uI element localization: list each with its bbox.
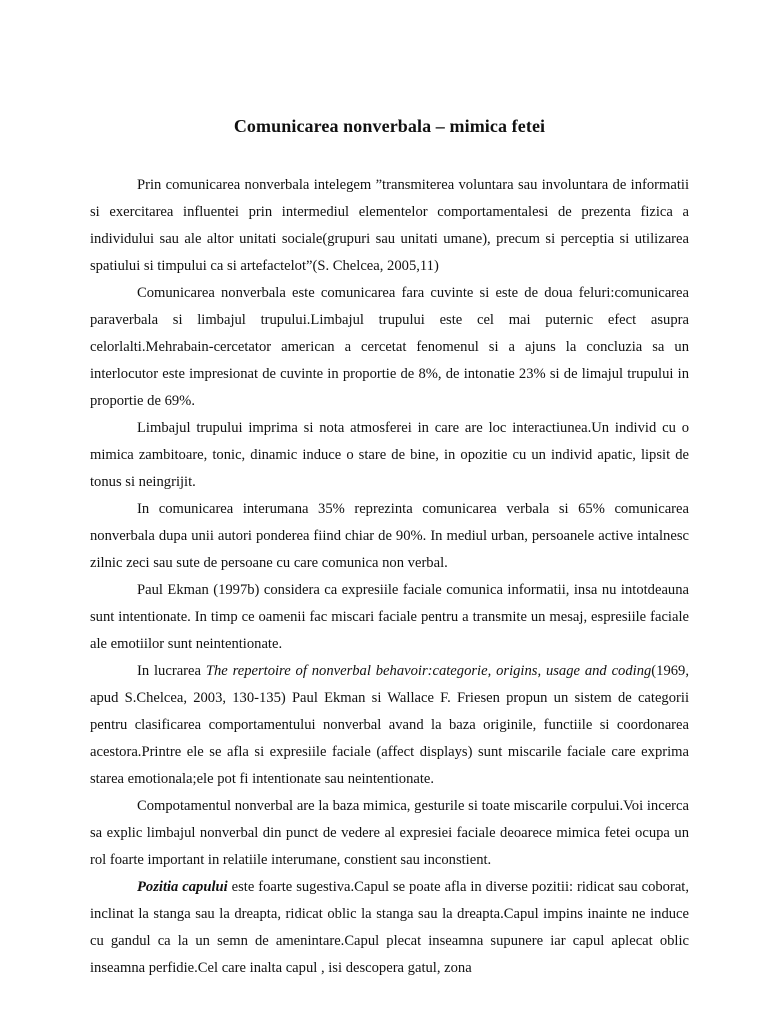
paragraph-7: Compotamentul nonverbal are la baza mimica, gesturile si toate miscarile corpului.Voi incerca sa explic limbajul nonverbal din punct de vedere al expresiei faciale deoarece mimica fetei ocupa un rol foarte important in relatiile interumane, constient sau inconstient. <box>90 798 689 868</box>
paragraph-2: Comunicarea nonverbala este comunicarea fara cuvinte si este de doua feluri:comunicarea paraverbala si limbajul trupului.Limbajul trupului este cel mai puternic efect asupra celorlalti.Mehrabain-cercetator american a cercetat fenomenul si a ajuns la concluzia sa un interlocutor este impresionat de cuvinte in proportie de 8%, de intonatie 23% si de limajul trupului in proportie de 69%. <box>90 285 689 409</box>
paragraph-6-lead: In lucrarea <box>137 663 206 679</box>
paragraph-5: Paul Ekman (1997b) considera ca expresiile faciale comunica informatii, insa nu intotdeauna sunt intentionate. In timp ce oamenii fac miscari faciale pentru a transmite un mesaj, espresiile faciale ale emotiilor sunt neintentionate. <box>90 582 689 652</box>
paragraph-6-body: (1969, apud S.Chelcea, 2003, 130-135) Paul Ekman si Wallace F. Friesen propun un sistem de categorii pentru clasificarea comportamentului nonverbal avand la baza originile, functiile si coordonarea acestora.Printre ele se afla si expresiile faciale (affect displays) sunt miscarile faciale care exprima starea emotionala;ele pot fi intentionate sau neintentionate. <box>90 663 689 787</box>
section-heading-pozitia-capului: Pozitia capului <box>137 879 228 895</box>
paragraph-4: In comunicarea interumana 35% reprezinta comunicarea verbala si 65% comunicarea nonverbala dupa unii autori ponderea fiind chiar de 90%. In mediul urban, persoanele active intalnesc zilnic zeci sau sute de persoane cu care comunica non verbal. <box>90 501 689 571</box>
paragraph-3: Limbajul trupului imprima si nota atmosferei in care are loc interactiunea.Un individ cu o mimica zambitoare, tonic, dinamic induce o stare de bine, in opozitie cu un individ apatic, lipsit de tonus si neingrijit. <box>90 420 689 490</box>
paragraph-6 <box>90 658 689 793</box>
paragraph-8-body: este foarte sugestiva.Capul se poate afla in diverse pozitii: ridicat sau coborat, inclinat la stanga sau la dreapta, ridicat oblic la stanga sau la dreapta.Capul impins inainte ne induce cu gandul ca la un semn de amenintare.Capul plecat inseamna supunere iar capul aplecat oblic inseamna perfidie.Cel care inalta capul , isi descopera gatul, zona <box>90 879 689 976</box>
paragraph-1: Prin comunicarea nonverbala intelegem ”transmiterea voluntara sau involuntara de informatii si exercitarea influentei prin intermediul elementelor comportamentalesi de prezenta fizica a individului sau ale altor unitati sociale(grupuri sau unitati umane), precum si perceptia si utilizarea spatiului si timpului ca si artefactelot”(S. Chelcea, 2005,11) <box>90 177 689 274</box>
book-title: The repertoire of nonverbal behavoir:categorie, origins, usage and coding <box>205 663 652 679</box>
paragraph-8 <box>90 874 689 982</box>
page-title: Comunicarea nonverbala – mimica fetei <box>233 116 546 136</box>
